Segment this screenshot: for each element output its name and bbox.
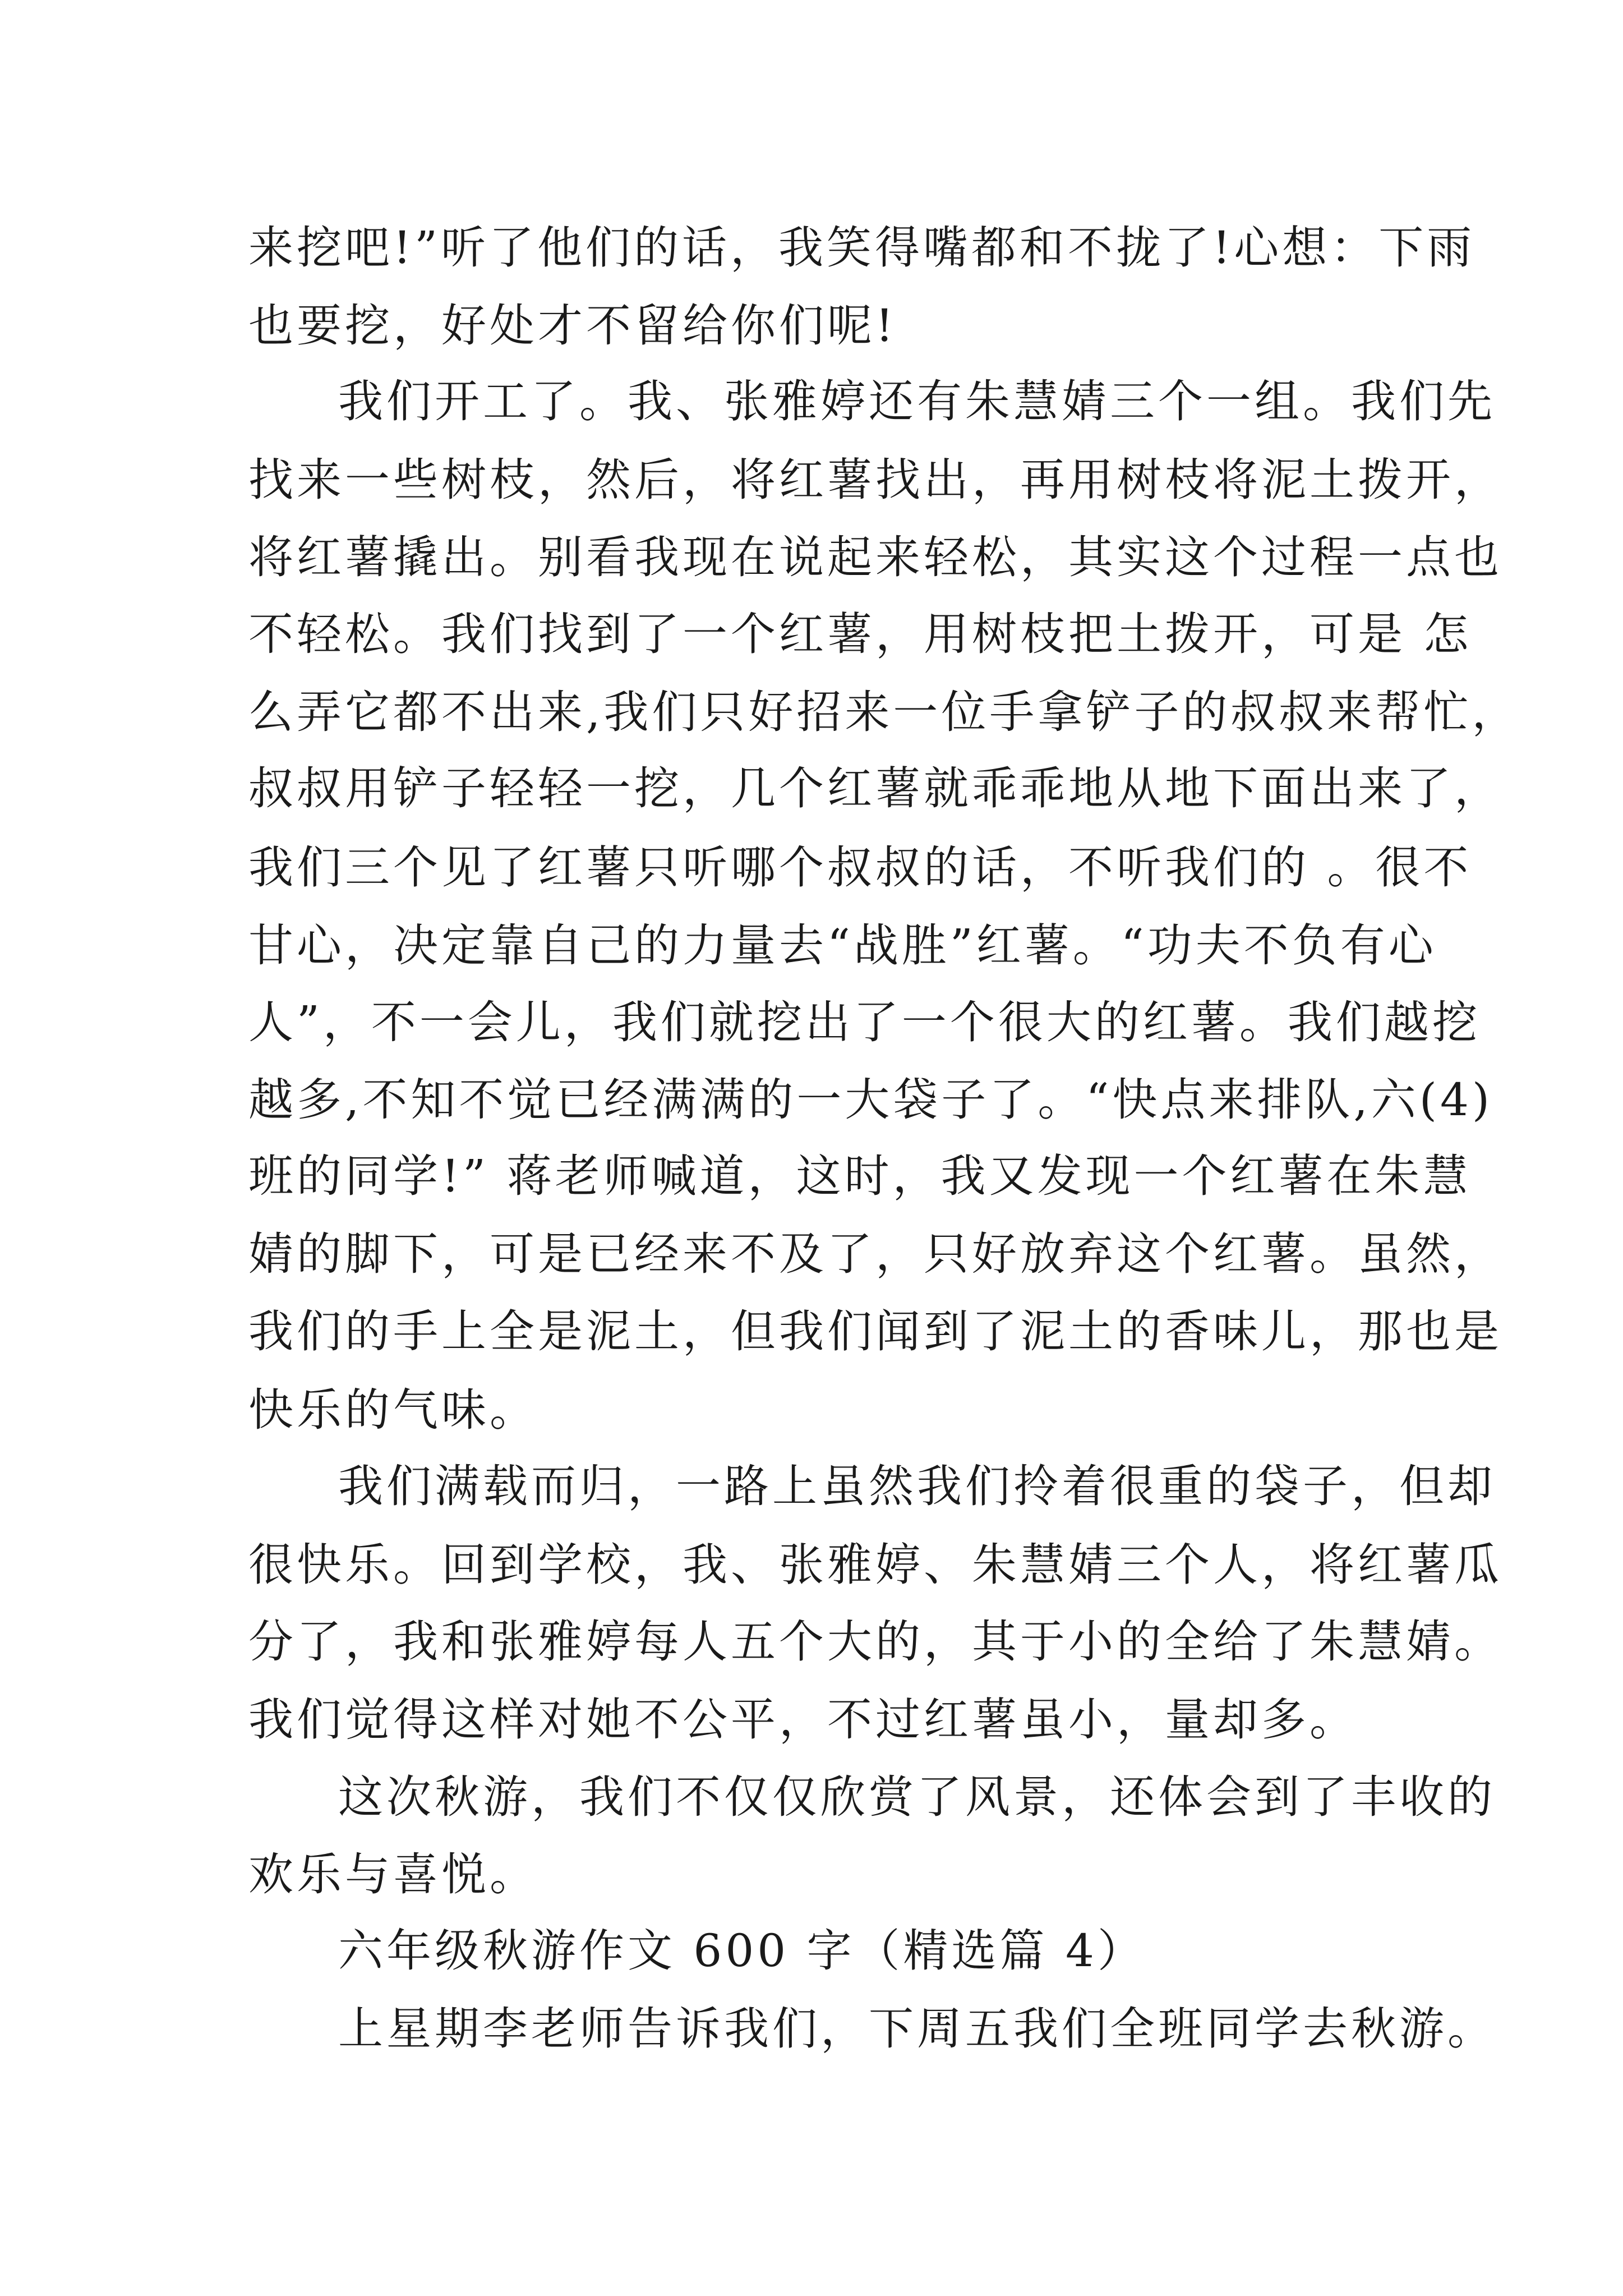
text-line: 很快乐。回到学校，我、张雅婷、朱慧婧三个人，将红薯瓜 (248, 1539, 1502, 1591)
text-line: 欢乐与喜悦。 (248, 1848, 538, 1901)
text-line: 婧的脚下，可是已经来不及了，只好放弃这个红薯。虽然， (248, 1228, 1502, 1280)
text-line: 我们三个见了红薯只听哪个叔叔的话，不听我们的 。很不 (248, 841, 1472, 894)
text-line: 越多,不知不觉已经满满的一大袋子了。“快点来排队,六(4) (248, 1074, 1493, 1126)
text-line: 么弄它都不出来,我们只好招来一位手拿铲子的叔叔来帮忙， (248, 686, 1520, 738)
section-heading: 六年级秋游作文 600 字（精选篇 4） (338, 1925, 1146, 1977)
text-line: 甘心，决定靠自己的力量去“战胜”红薯。“功夫不负有心 (248, 919, 1437, 972)
text-line: 我们觉得这样对她不公平，不过红薯虽小，量却多。 (248, 1694, 1358, 1746)
text-line: 找来一些树枝，然后，将红薯找出，再用树枝将泥土拨开， (248, 454, 1502, 506)
text-line: 快乐的气味。 (248, 1384, 538, 1436)
text-line: 班的同学!” 蒋老师喊道，这时，我又发现一个红薯在朱慧 (248, 1150, 1472, 1202)
text-line: 分了，我和张雅婷每人五个大的，其于小的全给了朱慧婧。 (248, 1616, 1502, 1668)
paragraph-start-line: 上星期李老师告诉我们，下周五我们全班同学去秋游。 (338, 2003, 1496, 2055)
text-line: 来挖吧!”听了他们的话，我笑得嘴都和不拢了!心想：下雨 (248, 222, 1476, 274)
text-line: 我们的手上全是泥土，但我们闻到了泥土的香味儿，那也是 (248, 1305, 1502, 1358)
text-line: 将红薯撬出。别看我现在说起来轻松，其实这个过程一点也 (248, 531, 1502, 583)
text-line: 人”，不一会儿，我们就挖出了一个很大的红薯。我们越挖 (248, 996, 1481, 1048)
text-line: 也要挖，好处才不留给你们呢! (248, 300, 897, 352)
paragraph-start-line: 我们满载而归，一路上虽然我们拎着很重的袋子，但却 (338, 1460, 1496, 1512)
text-line: 叔叔用铲子轻轻一挖，几个红薯就乖乖地从地下面出来了， (248, 762, 1502, 815)
paragraph-start-line: 我们开工了。我、张雅婷还有朱慧婧三个一组。我们先 (338, 375, 1496, 427)
text-line: 不轻松。我们找到了一个红薯，用树枝把土拨开，可是 怎 (248, 608, 1472, 660)
paragraph-start-line: 这次秋游，我们不仅仅欣赏了风景，还体会到了丰收的 (338, 1771, 1496, 1823)
